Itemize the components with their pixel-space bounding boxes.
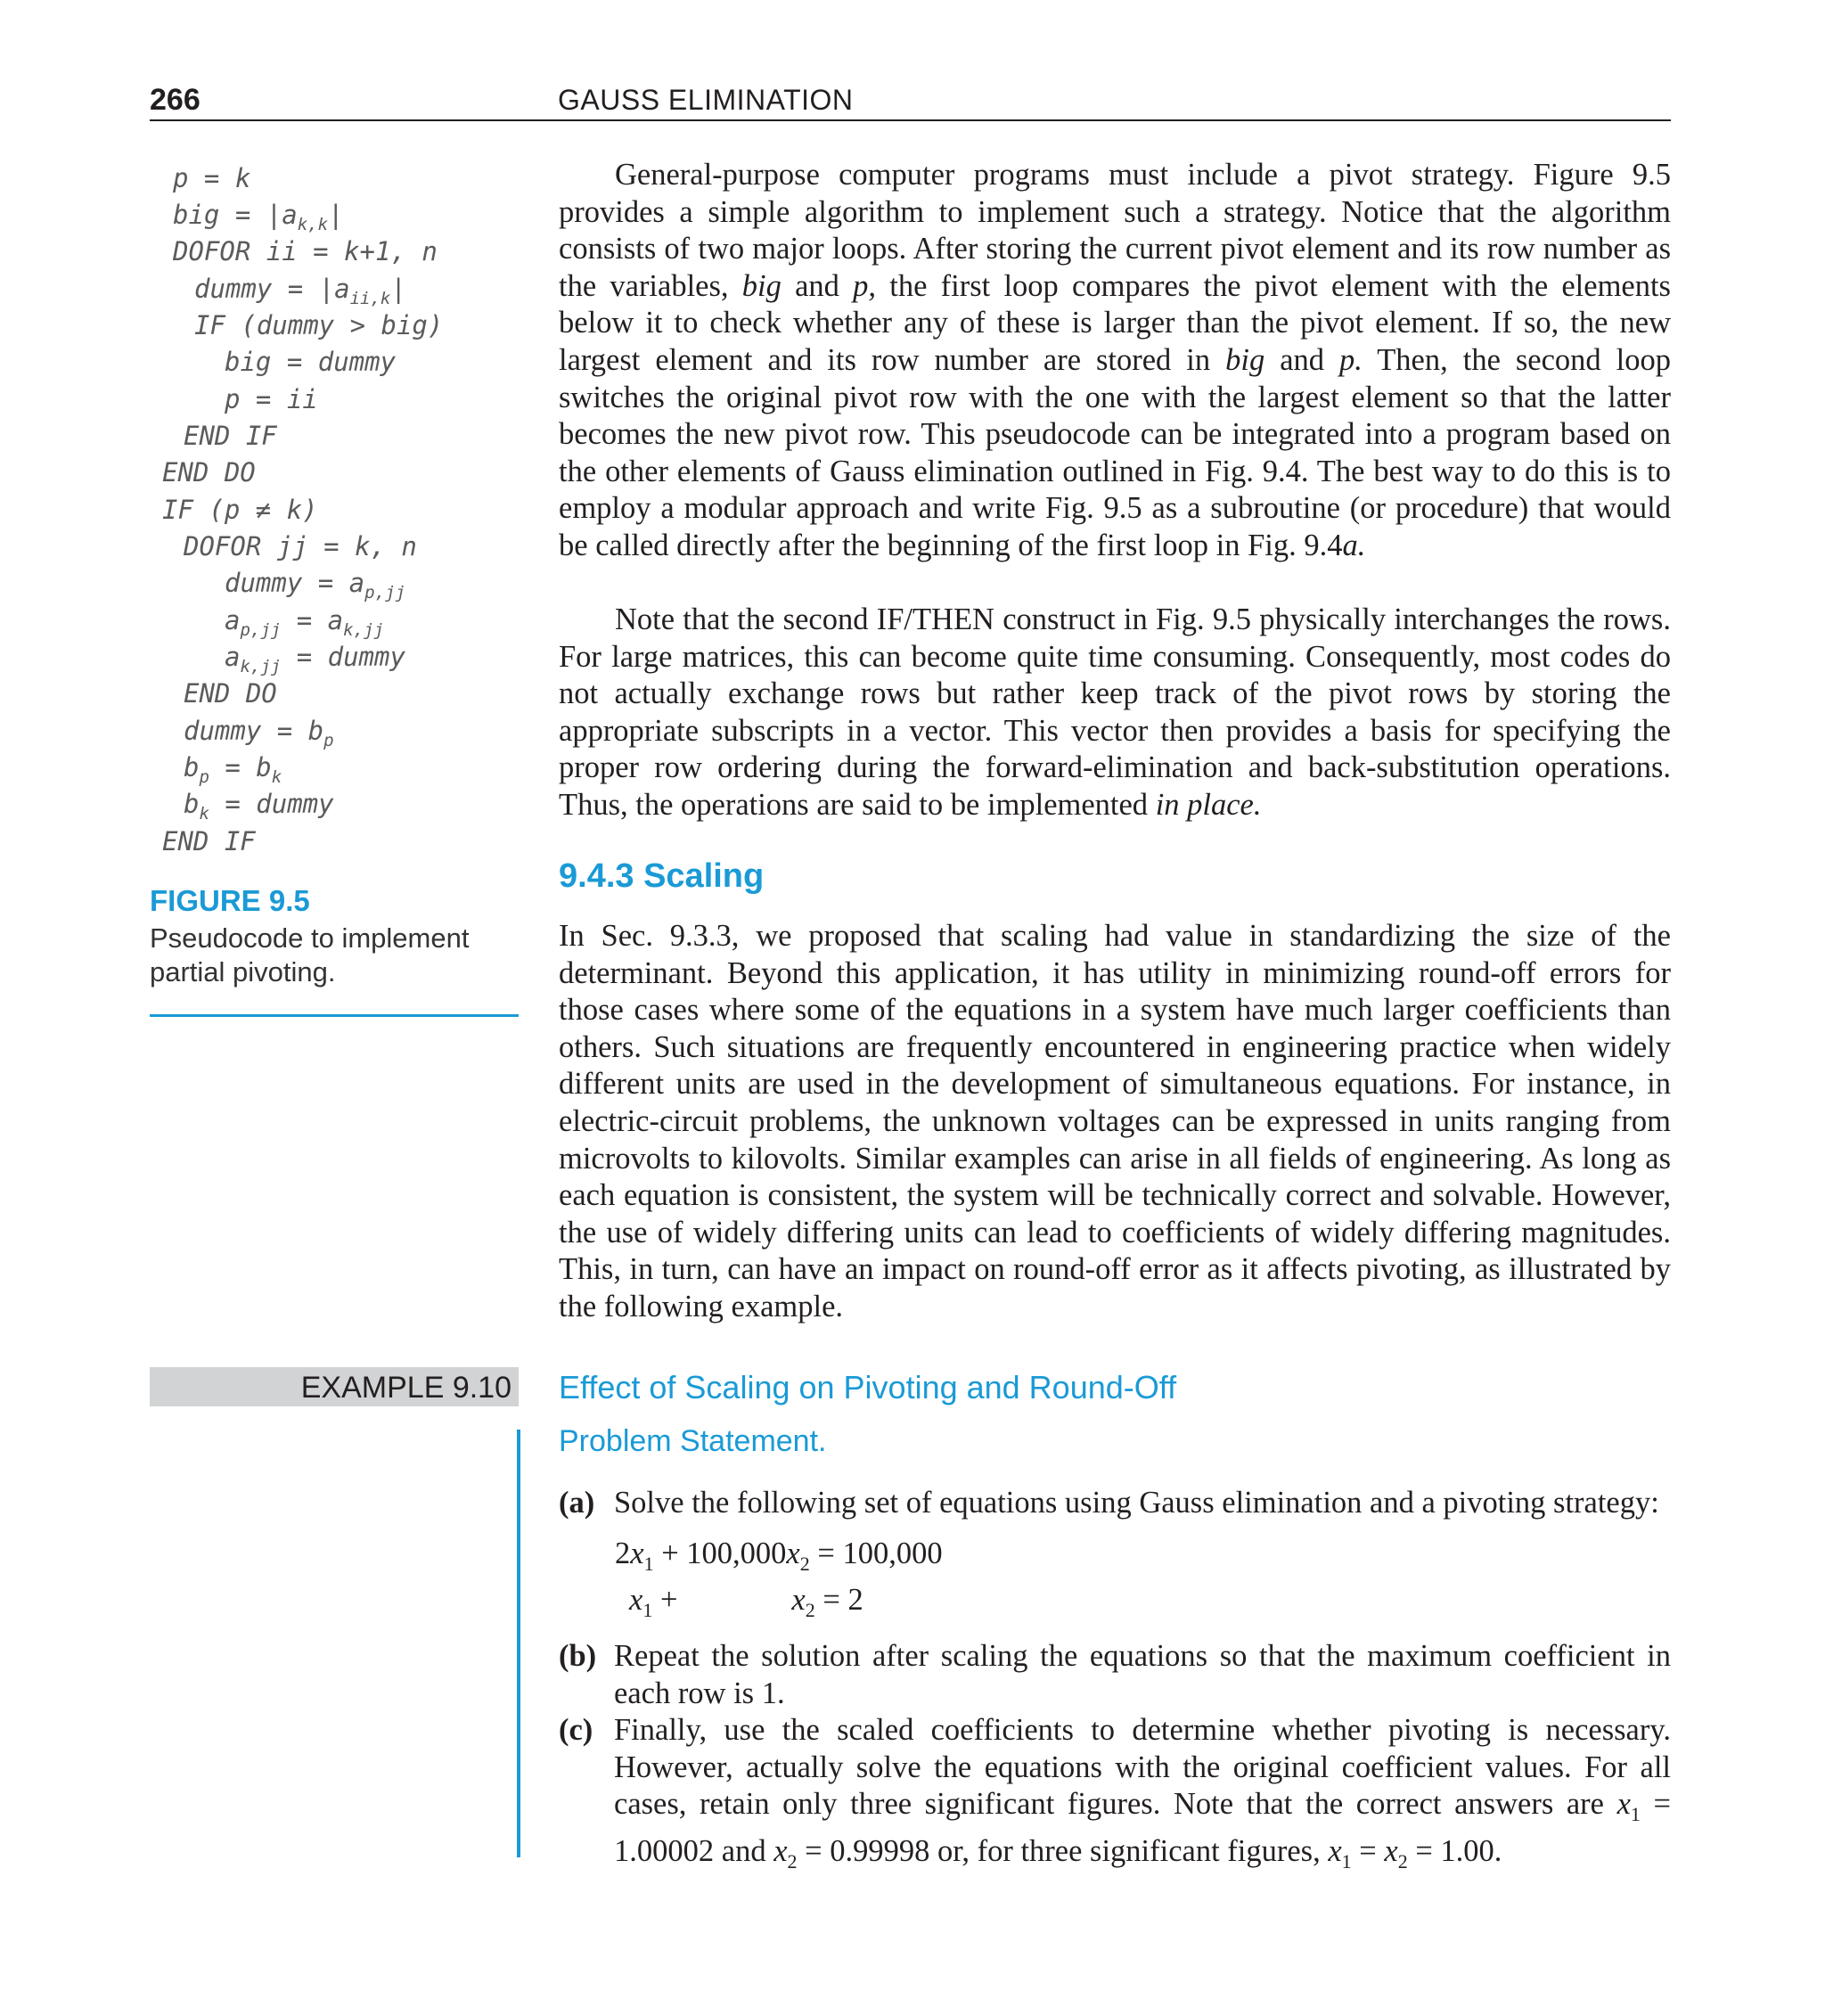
- code-line: IF (dummy > big): [194, 310, 444, 340]
- code-line: big = dummy: [225, 347, 397, 377]
- item-label: (a): [559, 1486, 595, 1520]
- code-line: END DO: [184, 678, 277, 709]
- code-line: END IF: [184, 421, 277, 451]
- paragraph: General-purpose computer programs must include a pivot strategy. Figure 9.5 provides a simple algorithm to implement such a strategy. Notice that the algorithm consists of two major loops. After storing the current pivot element and its row number as the variables, big and p, the first loop compares the pivot element with the elements below it to check whether any of these is larger than the pivot element. If so, the new largest element and its row number are stored in big and p. Then, the second loop switches the original pivot row with the one with the largest element so that the latter becomes the new pivot row. This pseudocode can be integrated into a program based on the other elements of Gauss elimination outlined in Fig. 9.4. The best way to do this is to employ a modular approach and write Fig. 9.5 as a subroutine (or procedure) that would be called directly after the beginning of the first loop in Fig. 9.4a.: [559, 158, 1671, 562]
- code-line: $a_{k,jj}$ = dummy: [225, 642, 405, 676]
- code-line: dummy = $a_{p,jj}$: [225, 568, 405, 602]
- code-line: END DO: [162, 457, 256, 488]
- item-text: Solve the following set of equations using Gauss elimination and a pivoting strategy:: [614, 1486, 1659, 1520]
- section-heading: 9.4.3 Scaling: [559, 857, 765, 895]
- code-line: $b_p = b_k$: [184, 752, 282, 787]
- code-line: dummy = $b_p$: [184, 716, 334, 750]
- problem-statement-heading: Problem Statement.: [559, 1424, 827, 1458]
- code-line: $b_k$ = dummy: [184, 789, 334, 824]
- item-label: (c): [559, 1713, 593, 1747]
- code-line: $a_{p,jj} = a_{k,jj}$: [225, 605, 384, 640]
- equation-2: $x_1 + x_2 = 2$: [629, 1583, 863, 1621]
- item-text: Finally, use the scaled coefficients to determine whether pivoting is necessary. However, actually solve the equations with the original coefficient values. For all cases, retain only three significant figures. Note that the correct answers are $x_1 = 1.00002$ and $x_2 = 0.99998$ or, for three significant figures, $x_1 = x_2 = 1.00$.: [614, 1713, 1671, 1873]
- paragraph: In Sec. 9.3.3, we proposed that scaling had value in standardizing the size of the determinant. Beyond this application, it has utility in minimizing round-off errors for those cases where some of the equations in a system have much larger coefficients than others. Such situations are frequently encountered in engineering practice when widely different units are used in the development of simultaneous equations. For instance, in electric-circuit problems, the unknown voltages can be expressed in units ranging from microvolts to kilovolts. Similar examples can arise in all fields of engineering. As long as each equation is consistent, the system will be technically correct and solvable. However, the use of widely differing units can lead to coefficients of widely differing magnitudes. This, in turn, can have an impact on round-off error as it affects pivoting, as illustrated by the following example.: [559, 919, 1671, 1324]
- example-title: Effect of Scaling on Pivoting and Round-Off: [559, 1369, 1177, 1405]
- paragraph: Note that the second IF/THEN construct in Fig. 9.5 physically interchanges the rows. For large matrices, this can become quite time consuming. Consequently, most codes do not actually exchange rows but rather keep track of the pivot rows by storing the appropriate subscripts in a vector. This vector then provides a basis for specifying the proper row ordering during the forward-elimination and back-substitution operations. Thus, the operations are said to be implemented in place.: [559, 602, 1671, 822]
- running-head: GAUSS ELIMINATION: [558, 84, 854, 116]
- page-header: [150, 80, 1671, 121]
- item-text: Repeat the solution after scaling the equations so that the maximum coefficient in each row is 1.: [614, 1639, 1671, 1710]
- code-line: DOFOR jj = k, n: [184, 531, 417, 561]
- figure-divider: [150, 1014, 519, 1017]
- code-line: p = k: [173, 163, 251, 193]
- figure-caption: Pseudocode to implement partial pivoting.: [150, 922, 470, 988]
- code-line: IF (p ≠ k): [162, 495, 318, 525]
- code-line: dummy = $|a_{ii,k}|$: [194, 274, 406, 308]
- example-label-box: [150, 1367, 519, 1406]
- problem-item-a: [559, 1485, 1671, 1522]
- example-rule: [517, 1430, 520, 1857]
- figure-title: FIGURE 9.5: [150, 884, 310, 917]
- code-line: p = ii: [225, 384, 318, 414]
- code-line: DOFOR ii = k+1, n: [173, 236, 438, 266]
- page-number: 266: [150, 83, 201, 117]
- problem-item-c: [559, 1712, 1671, 1880]
- problem-item-b: [559, 1638, 1671, 1712]
- equation-1: $2x_1 + 100,000x_2 = 100,000$: [615, 1537, 943, 1575]
- code-line: big = $|a_{k,k}|$: [173, 200, 344, 234]
- item-label: (b): [559, 1639, 597, 1673]
- code-line: END IF: [162, 826, 256, 856]
- example-label: EXAMPLE 9.10: [300, 1371, 511, 1405]
